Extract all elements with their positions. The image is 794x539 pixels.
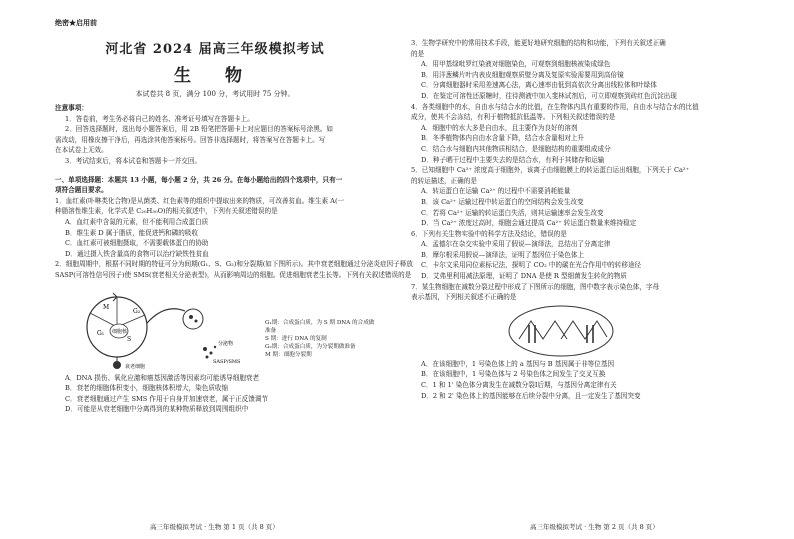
option: B．在该细胞中，1 号染色体与 2 号染色体之间发生了交叉互换 <box>421 370 606 379</box>
senescent-cell-icon <box>113 361 121 369</box>
option: C．血红素可被细胞摄取，不需要载体蛋白的协助 <box>65 239 209 248</box>
option: C．结合水与细胞内其他物质相结合，是细胞结构的重要组成成分 <box>421 144 611 153</box>
option: B．冬季植物体内自由水含量下降，结合水含量相对上升 <box>421 134 585 143</box>
question-7-cont: 表示基因，下列相关叙述不正确的是 <box>411 293 517 302</box>
legend-item: M 期：细胞分裂期 <box>265 351 312 358</box>
question-3: 3．生物学研究中的常用技术手段，能更好地研究细胞的结构和功能，下列有关叙述正确 <box>411 39 666 47</box>
option: C．若将 Ca²⁺ 运输的转运蛋白失活，则其运输速率会发生改变 <box>421 208 604 217</box>
legend-item: S 期：进行 DNA 的复制 <box>265 335 327 342</box>
question-4-cont: 成分，使其不会冻结，有利于植物抵抗低温等。下列相关叙述错误的是 <box>411 113 616 122</box>
page-footer-left: 高三年级模拟考试 · 生物 第 1 页（共 8 页） <box>150 523 279 531</box>
section-heading-cont: 项符合题目要求。 <box>55 186 108 195</box>
subject-title: 生 物 <box>174 66 256 86</box>
option: B．该 Ca²⁺ 运输过程中转运蛋白的空间结构会发生改变 <box>421 197 584 206</box>
option: B．摩尔根采用假说—演绎法，证明了基因位于染色体上 <box>421 250 585 259</box>
option: C．卡尔文采用同位素标记法，探明了 CO₂ 中的碳在光合作用中的转移途径 <box>421 261 642 270</box>
meiosis-cell-diagram <box>411 303 771 359</box>
notice-line: 在本试卷上无效。 <box>55 146 108 155</box>
senescent-label: 衰老细胞 <box>125 363 146 370</box>
phase-label: S <box>127 335 132 343</box>
exam-info: 本试卷共 8 页，满分 100 分，考试用时 75 分钟。 <box>135 90 295 98</box>
option: C．分离细胞器时采用差速离心法，离心速率由低到高依次分离出线粒体和叶绿体 <box>421 81 657 90</box>
exam-title: 河北省 2024 届高三年级模拟考试 <box>105 42 325 57</box>
question-4: 4．各类细胞中的水，自由水与结合水的比值，在生物体内具有重要的作用，自由水与结合水的比值 <box>411 102 699 111</box>
option: A．转运蛋白在运输 Ca²⁺ 的过程中不需要消耗能量 <box>421 187 571 196</box>
notice-line: 1．答卷前，考生务必将自己的姓名、准考证号填写在答题卡上。 <box>65 114 254 123</box>
option: D．艾弗里利用减法原理，证明了 DNA 是使 R 型细菌发生转化的物质 <box>421 272 627 281</box>
cell-cycle-diagram <box>55 283 265 371</box>
phase-label: G₁ <box>97 329 105 337</box>
page-footer-right: 高三年级模拟考试 · 生物 第 2 页（共 8 页） <box>530 523 659 531</box>
legend-item: G₂期：合成蛋白质，为分裂期做准备 <box>265 343 356 350</box>
question-1: 1．血红素(卟啉类化合物)是从菌类、红色素等的组织中提取出来的物质，可改善贫血。维生素 A(一 <box>55 196 345 205</box>
question-6: 6．下列有关生物实验中的科学方法及结论，错误的是 <box>411 229 567 238</box>
notice-line: 3．考试结束后，将本试卷和答题卡一并交回。 <box>65 156 202 165</box>
section-heading: 一、单项选择题：本题共 13 小题，每小题 2 分，共 26 分。在每小题给出的四个选项中，只有一 <box>55 175 343 184</box>
notice-heading: 注意事项： <box>55 104 88 112</box>
option: A．血红素中含氮的元素，但不能利用合成蛋白质 <box>65 217 209 226</box>
option: D．2 和 2' 染色体上的基因能够在后续分裂中分离，且一定发生了基因突变 <box>421 391 641 400</box>
figure-legend <box>265 319 375 359</box>
phase-label: M <box>103 303 110 311</box>
option: A．用甲基绿吡罗红染液对细胞染色，可观察到细胞核被染成绿色 <box>421 60 611 69</box>
confidential-mark: 绝密★启用前 <box>55 18 97 27</box>
option: B．维生素 D 属于脂质，能促进钙和磷的吸收 <box>65 228 199 237</box>
question-2: 2．细胞周期中，根据不同时期的特征可分为间期(G₁、S、G₂)和分裂期(如下图所示)。其中衰老细胞通过分泌炎症因子释放 <box>55 260 413 269</box>
option: A．在该细胞中，1 号染色体上的 a 基因与 B 基因属于非等位基因 <box>421 359 615 368</box>
option: C．1 和 1' 染色体分离发生在减数分裂Ⅰ后期，与基因分离定律有关 <box>421 381 617 390</box>
option: D．种子晒干过程中主要失去的是结合水，有利于其储存和运输 <box>421 155 605 164</box>
notice-line: 需改动，用橡皮擦干净后，再选涂其他答案标号。回答非选择题时，将答案写在答题卡上。写 <box>55 135 326 144</box>
cell-cycle-figure <box>55 283 375 371</box>
option: D．在鉴定可溶性还原糖时，往待测液中加入斐林试剂后，可立即观察到砖红色沉淀出现 <box>421 91 677 100</box>
meiosis-figure <box>411 303 764 359</box>
question-3-cont: 的是 <box>411 49 425 58</box>
question-5-cont: 的转运描述，正确的是 <box>411 176 477 185</box>
option: C．衰老细胞通过产生 SMS 作用于自身并加速衰老，属于正反馈调节 <box>65 394 269 403</box>
option: D．可能是从衰老细胞中分离得到的某种物质释放到周围组织中 <box>65 405 249 414</box>
page-right <box>397 0 794 539</box>
option: A．细胞中的水大多是自由水，且主要作为良好的溶剂 <box>421 123 578 132</box>
sasp-label: SASP/SMS <box>213 358 241 365</box>
option: B．衰老的细胞体积变小，细胞核体积增大，染色质收缩 <box>65 384 229 393</box>
nucleus-label: 细胞核 <box>112 328 128 335</box>
option: D．通过摄入铁含量高的食物可以治疗缺铁性贫血 <box>65 249 209 258</box>
secretion-label: 分泌物 <box>218 340 234 347</box>
question-7: 7．某生物细胞在减数分裂过程中形成了下图所示的细胞，图中数字表示染色体，字母 <box>411 282 660 291</box>
question-2-cont: SASP(可溶性信号因子)使 SMS(衰老相关分泌表型)，从而影响周边的细胞。促进细胞衰老生长等。下列有关叙述错误的是 <box>55 270 412 279</box>
option: D．当 Ca²⁺ 浓度过高时，细胞会通过提高 Ca²⁺ 转运蛋白数量来维持稳定 <box>421 219 637 228</box>
question-5: 5．已知细胞中 Ca²⁺ 浓度高于细胞外，该离子由细胞膜上的转运蛋白运出细胞，下列关于 Ca²⁺ <box>411 166 690 175</box>
legend-item: G₁期：合成蛋白质，为 S 期 DNA 的合成做准备 <box>265 319 375 334</box>
option: A．孟德尔在杂交实验中采用了假说—演绎法，总结出了分离定律 <box>421 240 611 249</box>
phase-label: G₂ <box>133 307 141 315</box>
option: A．DNA 损伤、氧化应激和癌基因激活等因素均可能诱导细胞衰老 <box>65 373 260 382</box>
question-1-cont: 种脂溶性维生素，化学式是 C₂₀H₃₀O)的相关叙述中，下列有关叙述错误的是 <box>55 207 278 216</box>
notice-line: 2．回答选择题时，选出每小题答案后，用 2B 铅笔把答题卡上对应题目的答案标号涂黑。如 <box>65 125 333 134</box>
option: B．用洋葱鳞片叶内表皮细胞观察质壁分离及复原实验需要用到高倍镜 <box>421 70 624 79</box>
